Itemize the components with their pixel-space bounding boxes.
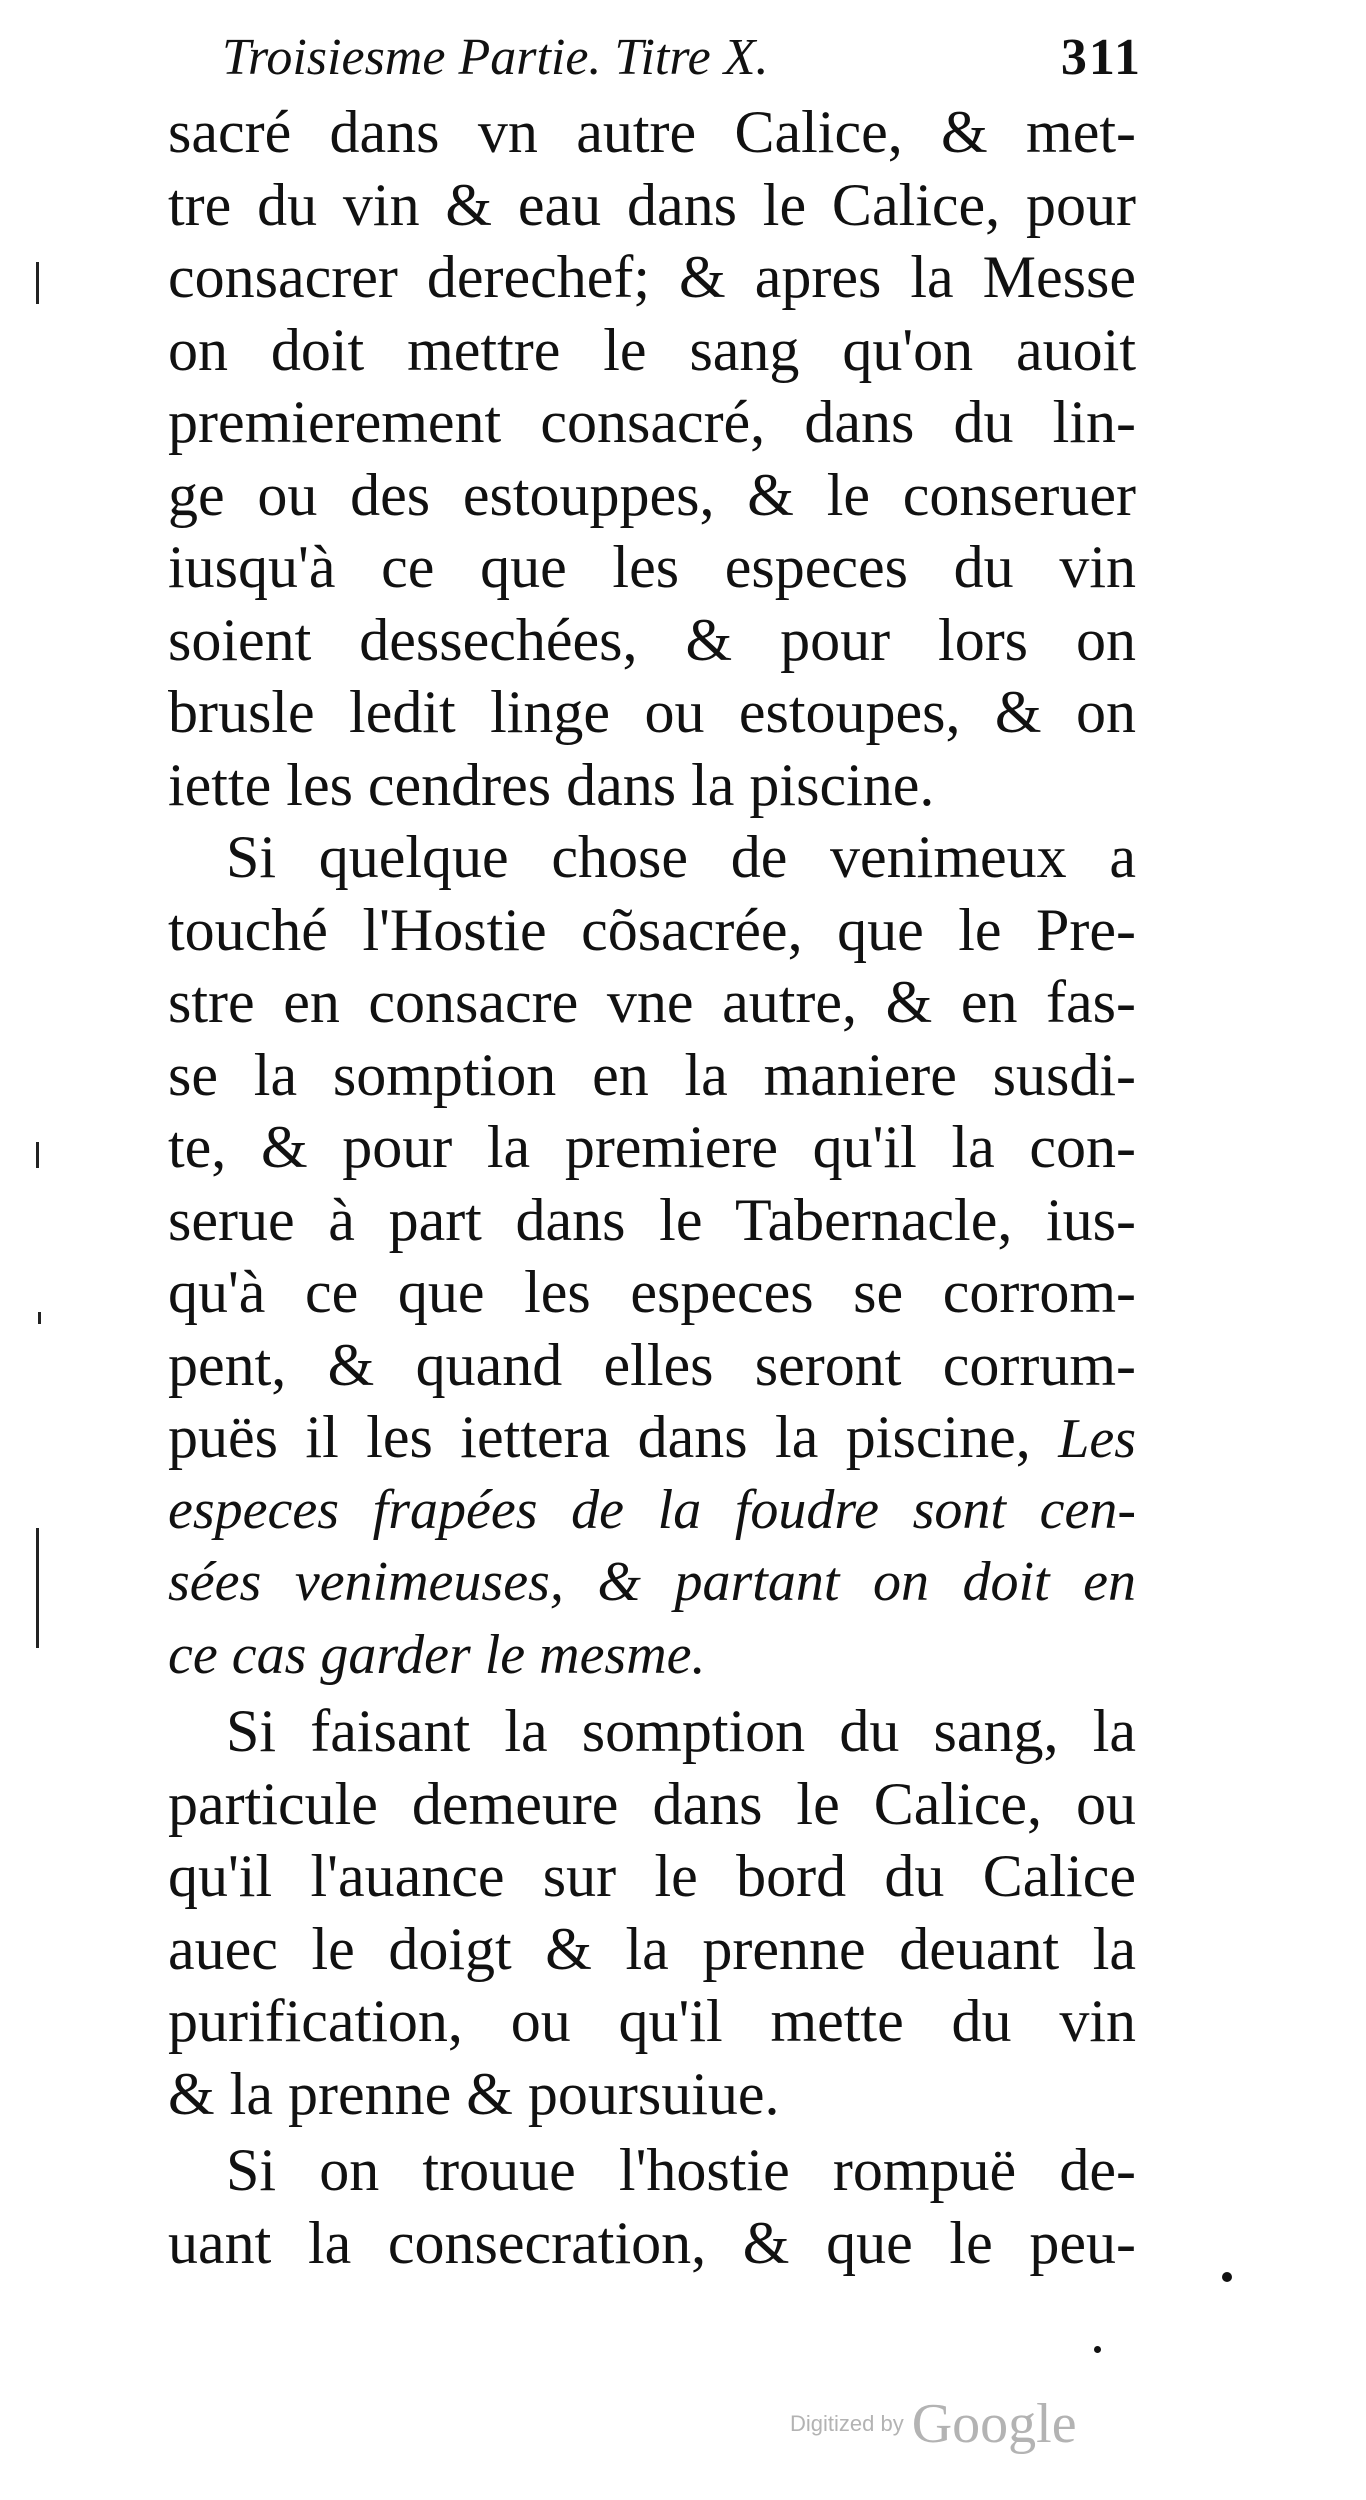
italic-line: especes frapées de la foudre sont cen- bbox=[168, 1478, 1136, 1541]
paragraph-4 bbox=[168, 2134, 1136, 2279]
text-line: iette les cendres dans la piscine. bbox=[168, 751, 935, 818]
text-line: pent, & quand elles seront corrum- bbox=[168, 1331, 1136, 1398]
text-line: iusqu'à ce que les especes du vin bbox=[168, 534, 1136, 600]
digitized-by-google-watermark bbox=[790, 2392, 1077, 2462]
text-line: soient dessechées, & pour lors on bbox=[168, 606, 1136, 673]
margin-mark bbox=[36, 1528, 39, 1648]
paragraph-2 bbox=[168, 821, 1136, 1691]
margin-mark bbox=[36, 262, 39, 304]
text-line: particule demeure dans le Calice, ou bbox=[168, 1770, 1136, 1837]
text-line: serue à part dans le Tabernacle, ius- bbox=[168, 1186, 1136, 1253]
text-line: premierement consacré, dans du lin- bbox=[168, 389, 1136, 455]
italic-line: ce cas garder le mesme. bbox=[168, 1623, 706, 1686]
margin-mark bbox=[36, 1142, 39, 1168]
google-logo: Google bbox=[911, 2393, 1077, 2455]
text-line: Si quelque chose de venimeux a bbox=[226, 824, 1136, 890]
page-header bbox=[222, 18, 1142, 98]
text-line-with-italic-tail bbox=[168, 1401, 1136, 1474]
text-line: brusle ledit linge ou estoupes, & on bbox=[168, 679, 1136, 745]
text-line: purification, ou qu'il mette du vin bbox=[168, 1988, 1136, 2054]
text-line: sacré dans vn autre Calice, & met- bbox=[168, 99, 1136, 165]
stray-dot bbox=[1222, 2272, 1232, 2282]
text-line: on doit mettre le sang qu'on auoit bbox=[168, 316, 1136, 383]
text-line: auec le doigt & la prenne deuant la bbox=[168, 1915, 1136, 1982]
stray-dot bbox=[1094, 2346, 1101, 2353]
text-segment: puës il les iettera dans la piscine, bbox=[168, 1404, 1031, 1470]
text-line: Si on trouue l'hostie rompuë de- bbox=[226, 2137, 1136, 2203]
text-line: uant la consecration, & que le peu- bbox=[168, 2209, 1136, 2276]
text-line: te, & pour la premiere qu'il la con- bbox=[168, 1114, 1136, 1180]
text-line: & la prenne & poursuiue. bbox=[168, 2060, 780, 2127]
text-line: tre du vin & eau dans le Calice, pour bbox=[168, 171, 1136, 238]
body-text bbox=[168, 96, 1136, 2279]
running-title: Troisiesme Partie. Titre X. bbox=[222, 29, 769, 86]
watermark-prefix: Digitized by bbox=[790, 2411, 904, 2436]
text-line: qu'il l'auance sur le bord du Calice bbox=[168, 1843, 1136, 1909]
text-line: Si faisant la somption du sang, la bbox=[226, 1698, 1136, 1764]
text-line: qu'à ce que les especes se corrom- bbox=[168, 1259, 1136, 1325]
text-line: consacrer derechef; & apres la Messe bbox=[168, 244, 1136, 310]
text-line: ge ou des estouppes, & le conseruer bbox=[168, 461, 1136, 528]
margin-mark bbox=[38, 1312, 41, 1324]
page-number: 311 bbox=[1060, 29, 1142, 86]
text-line: se la somption en la maniere susdi- bbox=[168, 1041, 1136, 1108]
italic-line: sées venimeuses, & partant on doit en bbox=[168, 1551, 1136, 1613]
text-line: touché l'Hostie cõsacrée, que le Pre- bbox=[168, 896, 1136, 963]
paragraph-3 bbox=[168, 1695, 1136, 2130]
italic-segment: Les bbox=[1058, 1408, 1137, 1470]
text-line: stre en consacre vne autre, & en fas- bbox=[168, 969, 1136, 1035]
paragraph-1 bbox=[168, 96, 1136, 821]
